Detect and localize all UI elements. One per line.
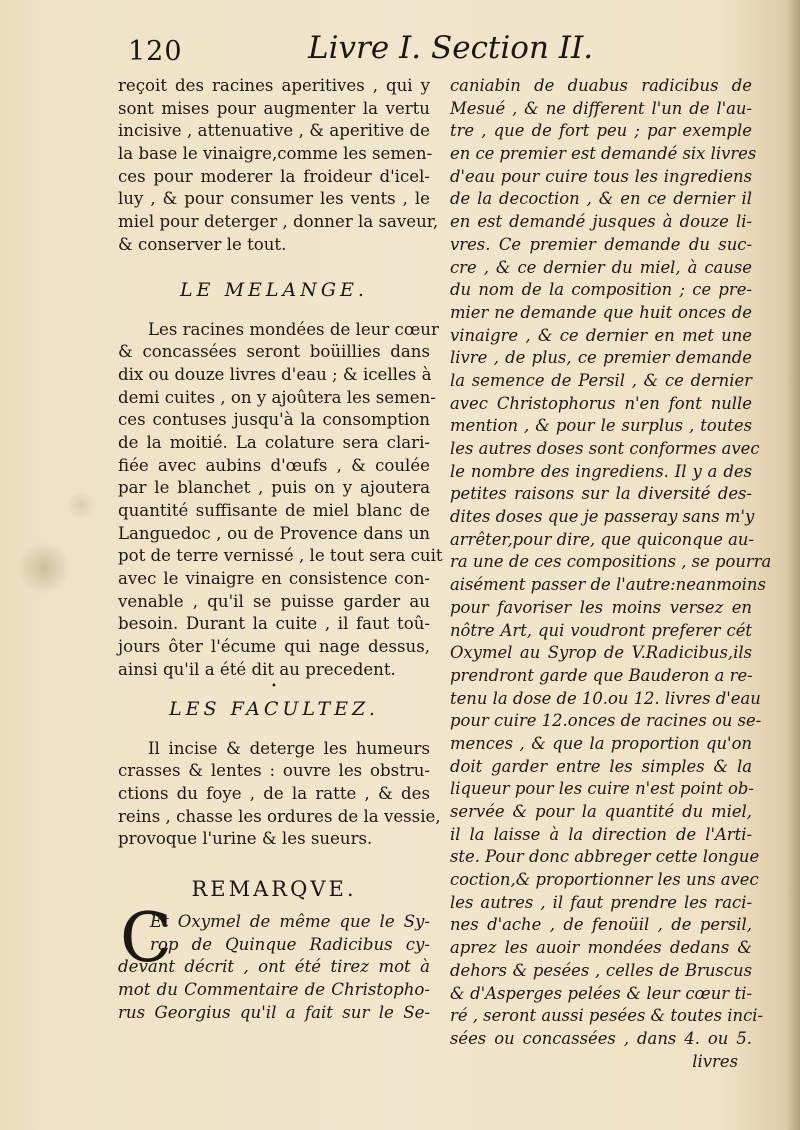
running-title: Livre I. Section II.: [308, 30, 594, 66]
text-line: devant décrit , ont été tirez mot à: [118, 957, 430, 977]
text-line: ra une de ces compositions , se pourra: [450, 552, 772, 572]
text-line: d'eau pour cuire tous les ingrediens: [450, 166, 752, 186]
text-line: mot du Commentaire de Christopho-: [118, 980, 430, 999]
text-line: Il incise & deterge les humeurs: [148, 738, 430, 758]
text-line: la base le vinaigre,comme les semen-: [118, 144, 433, 164]
text-line: ainsi qu'il a été dit au precedent.: [118, 659, 396, 679]
text-line: par le blanchet , puis on y ajoutera: [118, 478, 430, 498]
right-column: [450, 75, 772, 1073]
text-line: rop de Quinque Radicibus cy-: [150, 934, 430, 954]
spacer: [118, 726, 430, 738]
section-heading-melange: LE MELANGE.: [180, 278, 368, 301]
ornament-dot: •: [271, 680, 277, 692]
text-line: miel pour deterger , donner la saveur,: [118, 212, 439, 232]
remark-paragraph: [118, 898, 430, 1024]
text-line: cre , & ce dernier du miel, à cause: [450, 257, 752, 277]
text-line: il la laisse à la direction de l'Arti-: [450, 824, 752, 844]
text-line: ste. Pour donc abbreger cette longue: [450, 847, 760, 867]
text-line: & concassées seront boüillies dans: [118, 342, 430, 362]
text-line: luy , & pour consumer les vents , le: [118, 189, 430, 209]
text-line: nôtre Art, qui voudront preferer cét: [450, 620, 752, 640]
text-line: petites raisons sur la diversité des-: [450, 484, 752, 504]
text-line: demi cuites , on y ajoûtera les semen-: [118, 387, 436, 407]
page-number: 120: [128, 36, 183, 67]
paper-stain: [66, 490, 96, 520]
text-line: ces pour moderer la froideur d'icel-: [118, 166, 430, 186]
text-line: dehors & pesées , celles de Bruscus: [450, 960, 752, 980]
text-line: dix ou douze livres d'eau ; & icelles à: [118, 364, 432, 384]
text-line: sont mises pour augmenter la vertu: [118, 98, 430, 118]
section-heading-facultez: LES FACULTEZ.: [169, 697, 379, 720]
spacer: [118, 257, 430, 273]
text-line: reins , chasse les ordures de la vessie,: [118, 806, 441, 826]
text-line: & d'Asperges pelées & leur cœur ti-: [450, 983, 752, 1003]
text-line: du nom de la composition ; ce pre-: [450, 280, 752, 300]
text-line: & conserver le tout.: [118, 234, 287, 254]
text-line: de la decoction , & en ce dernier il: [450, 189, 752, 209]
text-line: livre , de plus, ce premier demande: [450, 348, 752, 368]
text-line: Et Oxymel de même que le Sy-: [150, 911, 430, 931]
text-line: besoin. Durant la cuite , il faut toû-: [118, 614, 430, 634]
text-line: mences , & que la proportion qu'on: [450, 733, 752, 753]
text-line: arrêter,pour dire, que quiconque au-: [450, 529, 755, 549]
section-heading-remarque: REMARQVE.: [191, 876, 357, 901]
text-line: Languedoc , ou de Provence dans un: [118, 523, 430, 543]
text-line: vres. Ce premier demande du suc-: [450, 234, 752, 254]
text-line: caniabin de duabus radicibus de: [450, 76, 752, 95]
text-line: provoque l'urine & les sueurs.: [118, 829, 373, 849]
text-line: Les racines mondées de leur cœur: [148, 319, 439, 339]
text-line: avec Christophorus n'en font nulle: [450, 393, 752, 413]
text-line: mention , & pour le surplus , toutes: [450, 416, 752, 436]
text-line: venable , qu'il se puisse garder au: [118, 591, 430, 611]
catchword: livres: [692, 1051, 738, 1071]
text-line: jours ôter l'écume qui nage dessus,: [118, 637, 430, 657]
spacer: [118, 307, 430, 319]
text-line: ctions du foye , de la ratte , & des: [118, 783, 430, 803]
text-line: dites doses que je passeray sans m'y: [450, 507, 755, 527]
text-line: aprez les auoir mondées dedans &: [450, 938, 752, 958]
text-line: ré , seront aussi pesées & toutes inci-: [450, 1006, 764, 1026]
paper-stain: [18, 540, 70, 596]
text-line: ces contuses jusqu'à la consomption: [118, 410, 430, 430]
text-line: de la moitié. La colature sera clari-: [118, 432, 430, 452]
text-line: pour favoriser les moins versez en: [450, 597, 752, 617]
text-line: Mesué , & ne different l'un de l'au-: [450, 98, 752, 118]
text-line: pot de terre vernissé , le tout sera cuit: [118, 546, 443, 566]
text-line: coction,& proportionner les uns avec: [450, 870, 759, 890]
text-line: tre , que de fort peu ; par exemple: [450, 121, 752, 141]
text-line: vinaigre , & ce dernier en met une: [450, 325, 752, 345]
text-line: Oxymel au Syrop de V.Radicibus,ils: [450, 643, 752, 663]
text-line: fiée avec aubins d'œufs , & coulée: [118, 455, 430, 475]
text-line: le nombre des ingrediens. Il y a des: [450, 461, 752, 481]
text-line: liqueur pour les cuire n'est point ob-: [450, 779, 754, 799]
text-line: tenu la dose de 10.ou 12. livres d'eau: [450, 688, 761, 708]
running-head: [0, 30, 800, 76]
text-line: les autres , il faut prendre les raci-: [450, 892, 752, 912]
text-line: crasses & lentes : ouvre les obstru-: [118, 761, 430, 781]
text-line: nes d'ache , de fenoüil , de persil,: [450, 915, 752, 935]
text-line: la semence de Persil , & ce dernier: [450, 370, 752, 390]
text-line: aisément passer de l'autre:neanmoins: [450, 575, 766, 595]
text-line: rus Georgius qu'il a fait sur le Se-: [118, 1002, 430, 1022]
text-line: en ce premier est demandé six livres: [450, 144, 757, 164]
text-line: servée & pour la quantité du miel,: [450, 802, 752, 821]
text-line: mier ne demande que huit onces de: [450, 302, 752, 322]
drop-cap: C: [120, 898, 173, 978]
text-line: pour cuire 12.onces de racines ou se-: [450, 711, 762, 731]
text-line: incisive , attenuative , & aperitive de: [118, 121, 430, 141]
text-line: en est demandé jusques à douze li-: [450, 212, 752, 232]
text-line: doit garder entre les simples & la: [450, 756, 752, 776]
left-column: [118, 75, 443, 1024]
text-line: quantité suffisante de miel blanc de: [118, 501, 430, 520]
spacer: [118, 851, 430, 867]
text-line: les autres doses sont conformes avec: [450, 439, 760, 458]
text-line: prendront garde que Bauderon a re-: [450, 665, 753, 685]
text-line: avec le vinaigre en consistence con-: [118, 569, 430, 589]
text-line: sées ou concassées , dans 4. ou 5.: [450, 1028, 752, 1048]
text-line: reçoit des racines aperitives , qui y: [118, 76, 430, 95]
